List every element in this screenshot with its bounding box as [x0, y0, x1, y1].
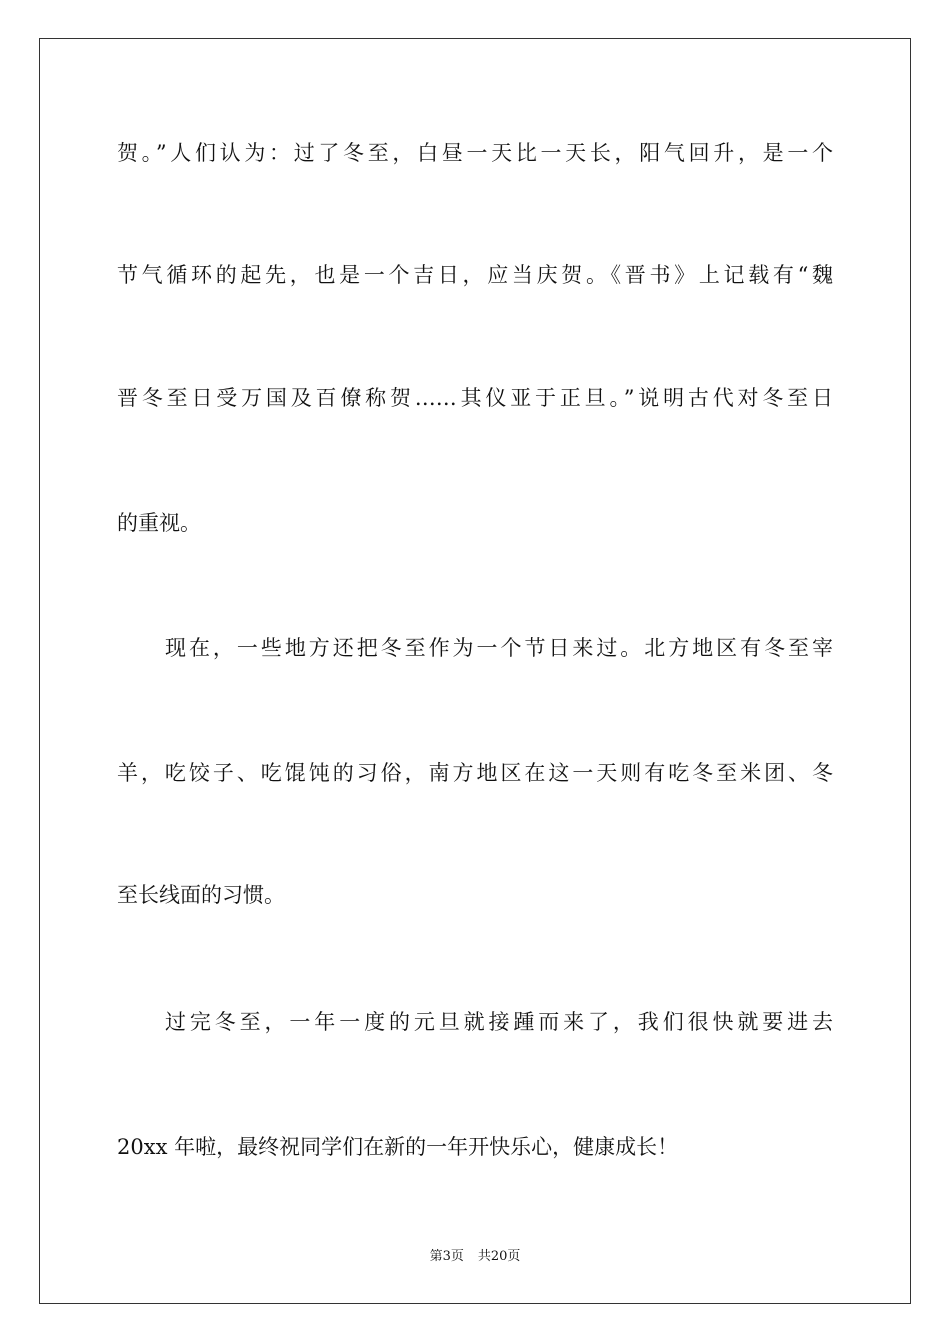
- paragraph-line: 贺。”人们认为：过了冬至，白昼一天比一天长，阳气回升，是一个: [117, 141, 833, 165]
- page-border: [39, 38, 911, 1304]
- paragraph-line: 现在，一些地方还把冬至作为一个节日来过。北方地区有冬至宰: [165, 636, 833, 660]
- paragraph-line: 节气循环的起先，也是一个吉日，应当庆贺。《晋书》上记载有“魏: [117, 263, 833, 287]
- paragraph-line: 羊，吃饺子、吃馄饨的习俗，南方地区在这一天则有吃冬至米团、冬: [117, 761, 833, 785]
- paragraph-line: 20xx 年啦，最终祝同学们在新的一年开快乐心，健康成长！: [117, 1135, 679, 1159]
- page-footer: [0, 1248, 950, 1266]
- paragraph-line: 至长线面的习惯。: [117, 883, 285, 907]
- page-number: 第3页: [429, 1249, 464, 1264]
- paragraph-line: 晋冬至日受万国及百僚称贺……其仪亚于正旦。”说明古代对冬至日: [117, 386, 833, 410]
- paragraph-line: 过完冬至，一年一度的元旦就接踵而来了，我们很快就要进去: [165, 1010, 833, 1034]
- paragraph-line: 的重视。: [117, 511, 201, 535]
- page-total: 共20页: [477, 1249, 521, 1264]
